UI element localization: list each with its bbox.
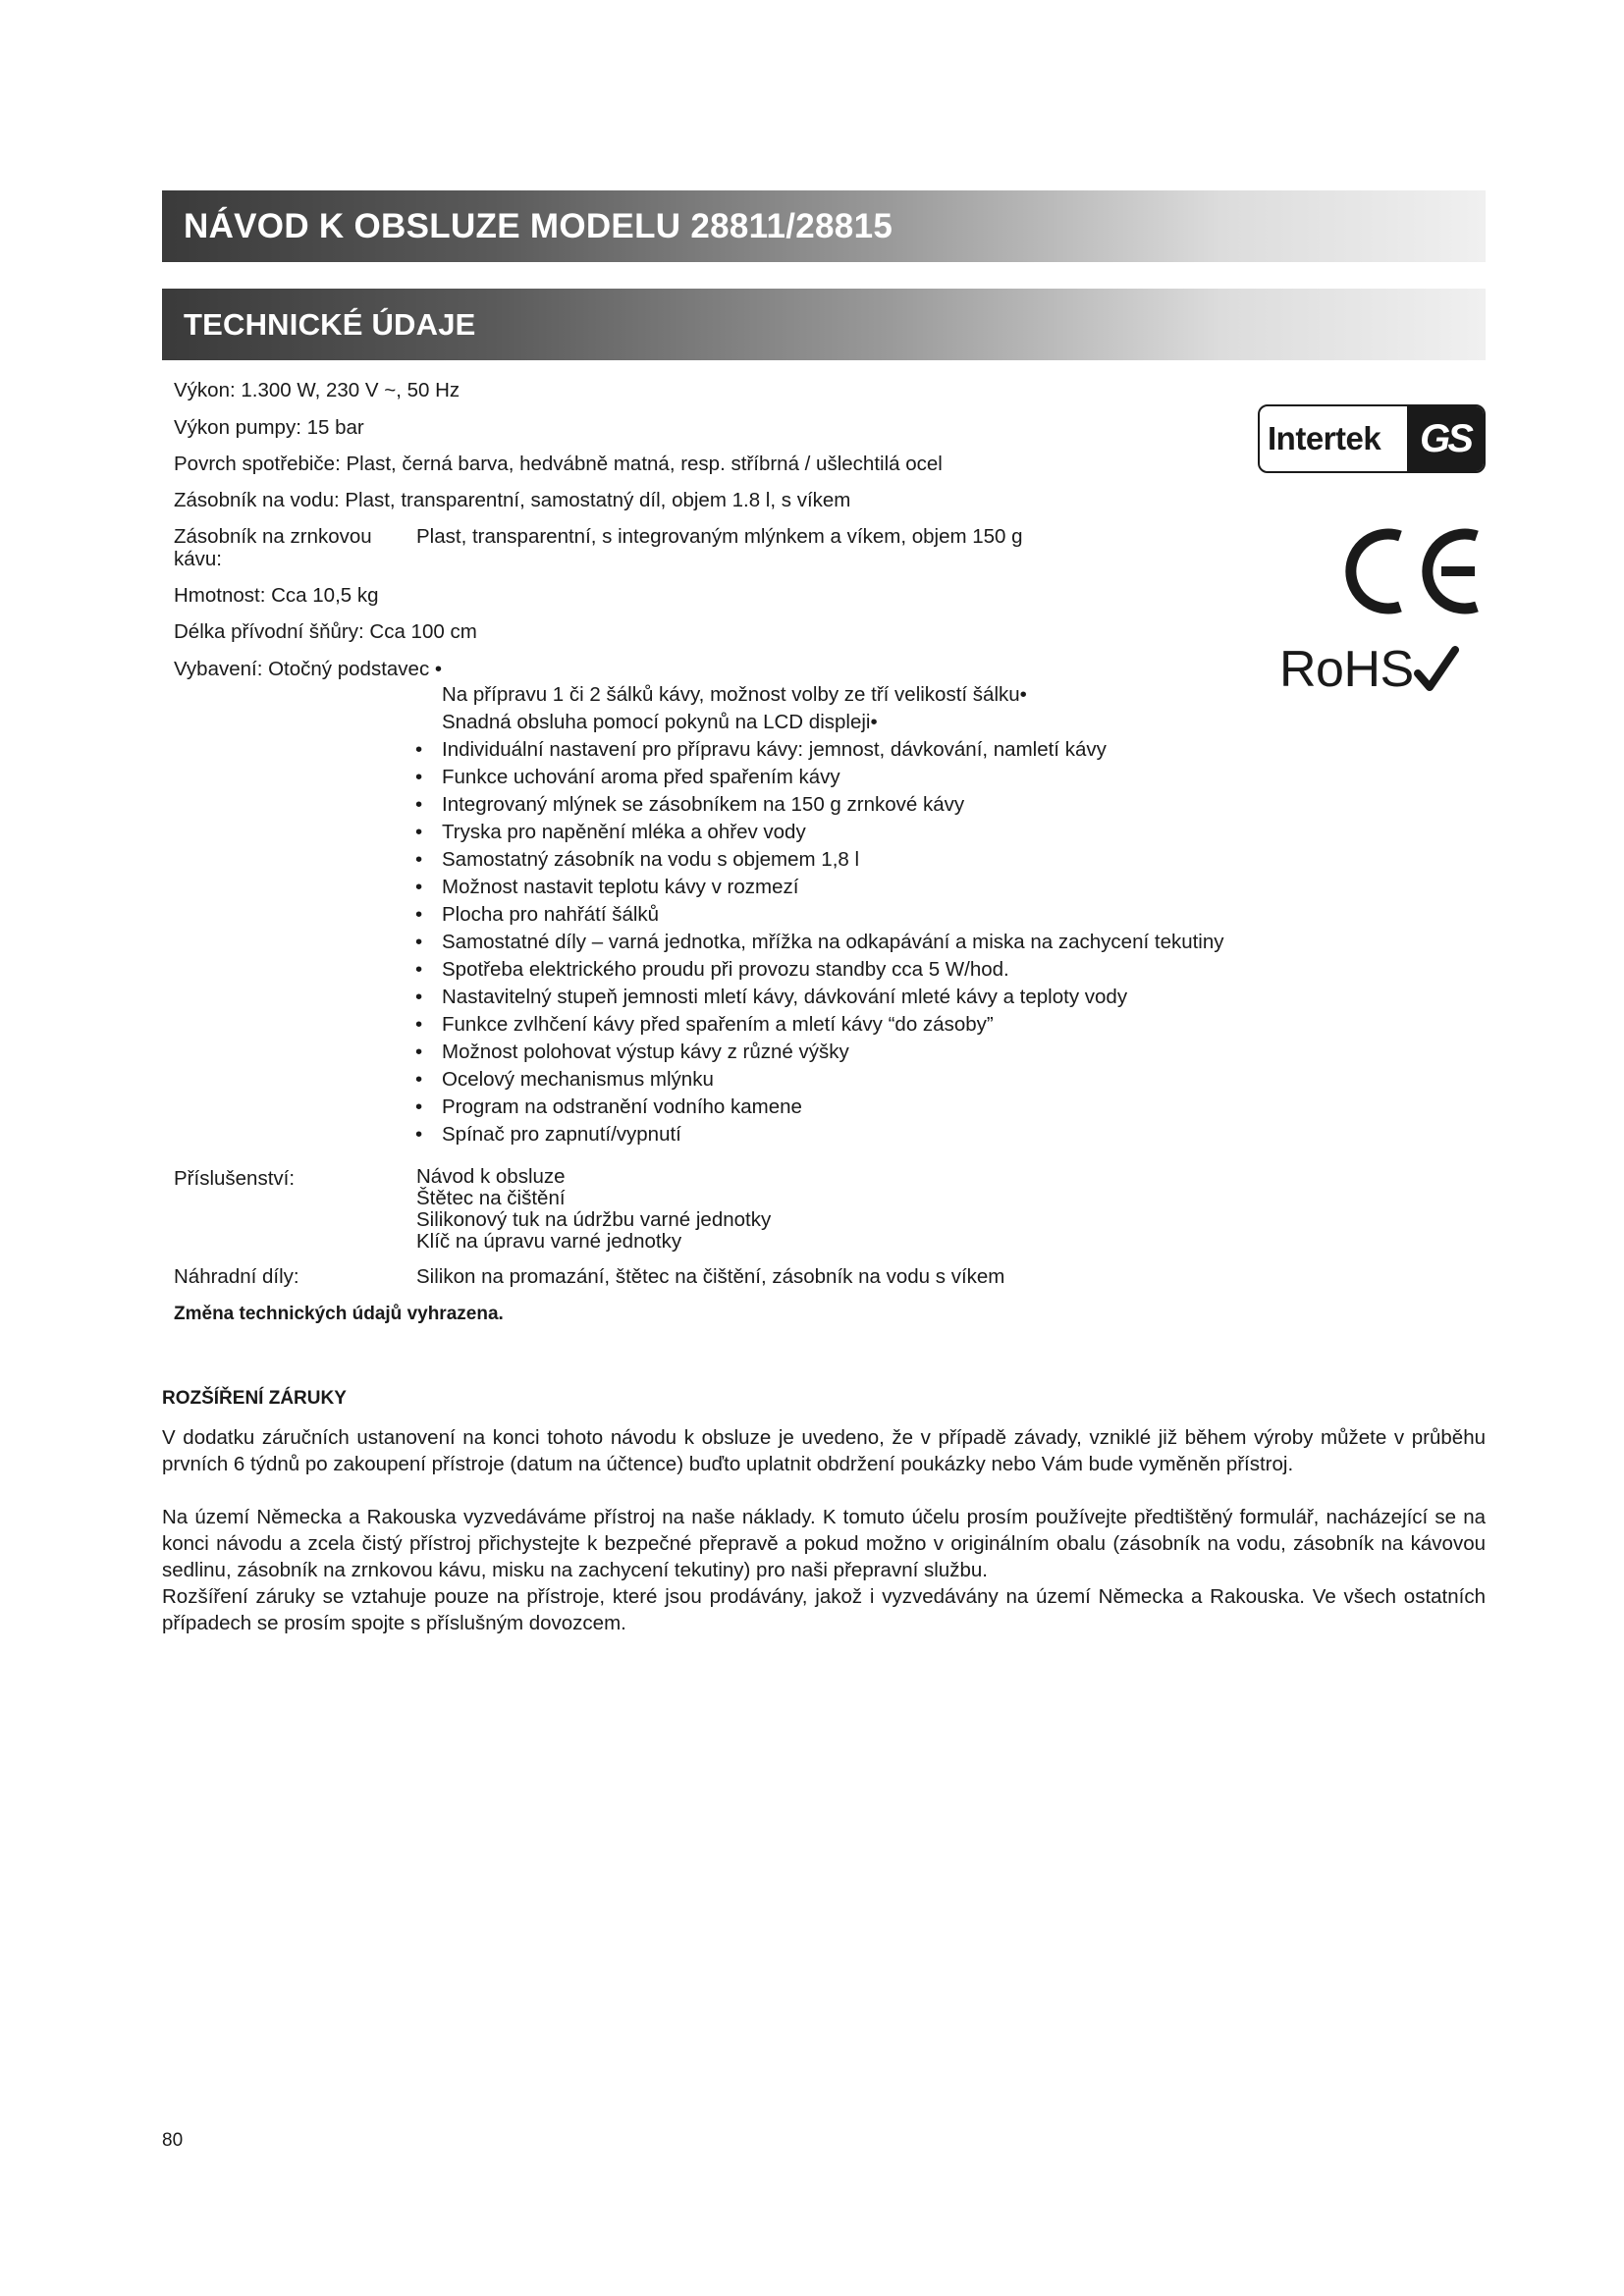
list-item: Silikonový tuk na údržbu varné jednotky bbox=[416, 1208, 772, 1231]
list-item: • Samostatný zásobník na vodu s objemem 1,8 l bbox=[442, 846, 1224, 874]
list-item: • Funkce zvlhčení kávy před spařením a mletí kávy “do zásoby” bbox=[442, 1011, 1224, 1039]
change-note: Změna technických údajů vyhrazena. bbox=[174, 1304, 504, 1324]
rohs-label: RoHS bbox=[1279, 641, 1414, 698]
list-item: Klíč na úpravu varné jednotky bbox=[416, 1230, 682, 1253]
manual-title-bar bbox=[162, 190, 1486, 262]
accessories-label: Příslušenství: bbox=[174, 1167, 296, 1190]
list-item: Návod k obsluze bbox=[416, 1165, 566, 1188]
list-item: • Ocelový mechanismus mlýnku bbox=[442, 1066, 1224, 1094]
accessories-list bbox=[416, 1166, 771, 1253]
page-number: 80 bbox=[162, 2130, 184, 2151]
spec-power: Výkon: 1.300 W, 230 V ~, 50 Hz bbox=[174, 379, 460, 401]
spec-weight: Hmotnost: Cca 10,5 kg bbox=[174, 584, 379, 607]
spare-parts-value: Silikon na promazání, štětec na čištění, zásobník na vodu s víkem bbox=[416, 1265, 1005, 1288]
rohs-mark bbox=[1279, 640, 1459, 699]
intertek-gs-logo bbox=[1258, 404, 1486, 473]
list-item: • Tryska pro napěnění mléka a ohřev vody bbox=[442, 819, 1224, 846]
list-item: • Plocha pro nahřátí šálků bbox=[442, 901, 1224, 929]
spare-parts-label: Náhradní díly: bbox=[174, 1265, 299, 1288]
list-item: • Spínač pro zapnutí/vypnutí bbox=[442, 1121, 1224, 1148]
ce-mark-icon bbox=[1339, 524, 1487, 618]
checkmark-icon bbox=[1414, 646, 1459, 693]
section-title: TECHNICKÉ ÚDAJE bbox=[184, 306, 476, 342]
spec-equipment: Vybavení: Otočný podstavec • bbox=[174, 658, 443, 680]
warranty-paragraph-3: Rozšíření záruky se vztahuje pouze na přístroje, které jsou prodávány, jakož i vyzvedávány na území Německa a Rakouska. Ve všech ostatních případech se prosím spojte s příslušným dovozcem. bbox=[162, 1585, 1486, 1634]
manual-title: NÁVOD K OBSLUZE MODELU 28811/28815 bbox=[184, 206, 893, 245]
list-item: • Integrovaný mlýnek se zásobníkem na 150 g zrnkové kávy bbox=[442, 791, 1224, 819]
list-item: • Nastavitelný stupeň jemnosti mletí kávy, dávkování mleté kávy a teploty vody bbox=[442, 984, 1224, 1011]
warranty-heading: ROZŠÍŘENÍ ZÁRUKY bbox=[162, 1388, 347, 1409]
list-item: Štětec na čištění bbox=[416, 1187, 566, 1209]
spec-bean-tank-label-2: kávu: bbox=[174, 548, 222, 570]
list-item: Snadná obsluha pomocí pokynů na LCD displeji• bbox=[442, 711, 878, 733]
list-item: • Možnost nastavit teplotu kávy v rozmezí bbox=[442, 874, 1224, 901]
spec-bean-tank-label-1: Zásobník na zrnkovou bbox=[174, 525, 372, 548]
list-item: • Funkce uchování aroma před spařením kávy bbox=[442, 764, 1224, 791]
warranty-paragraph-2: Na území Německa a Rakouska vyzvedáváme přístroj na naše náklady. K tomuto účelu prosím používejte předtištěný formulář, nacházející se na konci návodu a zcela čistý přístroj přichystejte k bezpečné přepravě a pokud možno v originálním obalu (zásobník na vodu, zásobník na kávovou sedlinu, zásobník na zrnkovou kávu, misku na zachycení tekutiny) pro naši přepravní službu. bbox=[162, 1506, 1486, 1581]
list-item: Na přípravu 1 či 2 šálků kávy, možnost volby ze tří velikostí šálku• bbox=[442, 683, 1027, 706]
spec-bean-tank-value: Plast, transparentní, s integrovaným mlýnkem a víkem, objem 150 g bbox=[416, 525, 1023, 548]
list-item: • Program na odstranění vodního kamene bbox=[442, 1094, 1224, 1121]
spec-water-tank: Zásobník na vodu: Plast, transparentní, samostatný díl, objem 1.8 l, s víkem bbox=[174, 489, 851, 511]
list-item: • Samostatné díly – varná jednotka, mřížka na odkapávání a miska na zachycení tekutiny bbox=[442, 929, 1224, 956]
spec-cord: Délka přívodní šňůry: Cca 100 cm bbox=[174, 620, 477, 643]
spec-surface: Povrch spotřebiče: Plast, černá barva, hedvábně matná, resp. stříbrná / ušlechtilá ocel bbox=[174, 453, 943, 475]
feature-list bbox=[442, 681, 1224, 1148]
list-item: • Spotřeba elektrického proudu při provozu standby cca 5 W/hod. bbox=[442, 956, 1224, 984]
list-item: • Možnost polohovat výstup kávy z různé výšky bbox=[442, 1039, 1224, 1066]
gs-mark: GS bbox=[1407, 406, 1484, 471]
spec-pump: Výkon pumpy: 15 bar bbox=[174, 416, 364, 439]
section-title-bar bbox=[162, 289, 1486, 360]
list-item: • Individuální nastavení pro přípravu kávy: jemnost, dávkování, namletí kávy bbox=[442, 736, 1224, 764]
intertek-label: Intertek bbox=[1268, 420, 1381, 456]
warranty-paragraph-1: V dodatku záručních ustanovení na konci tohoto návodu k obsluze je uvedeno, že v případě závady, vzniklé již během výroby můžete v průběhu prvních 6 týdnů po zakoupení přístroje (datum na účtence) buďto uplatnit obdržení poukázky nebo Vám bude vyměněn přístroj. bbox=[162, 1426, 1486, 1475]
